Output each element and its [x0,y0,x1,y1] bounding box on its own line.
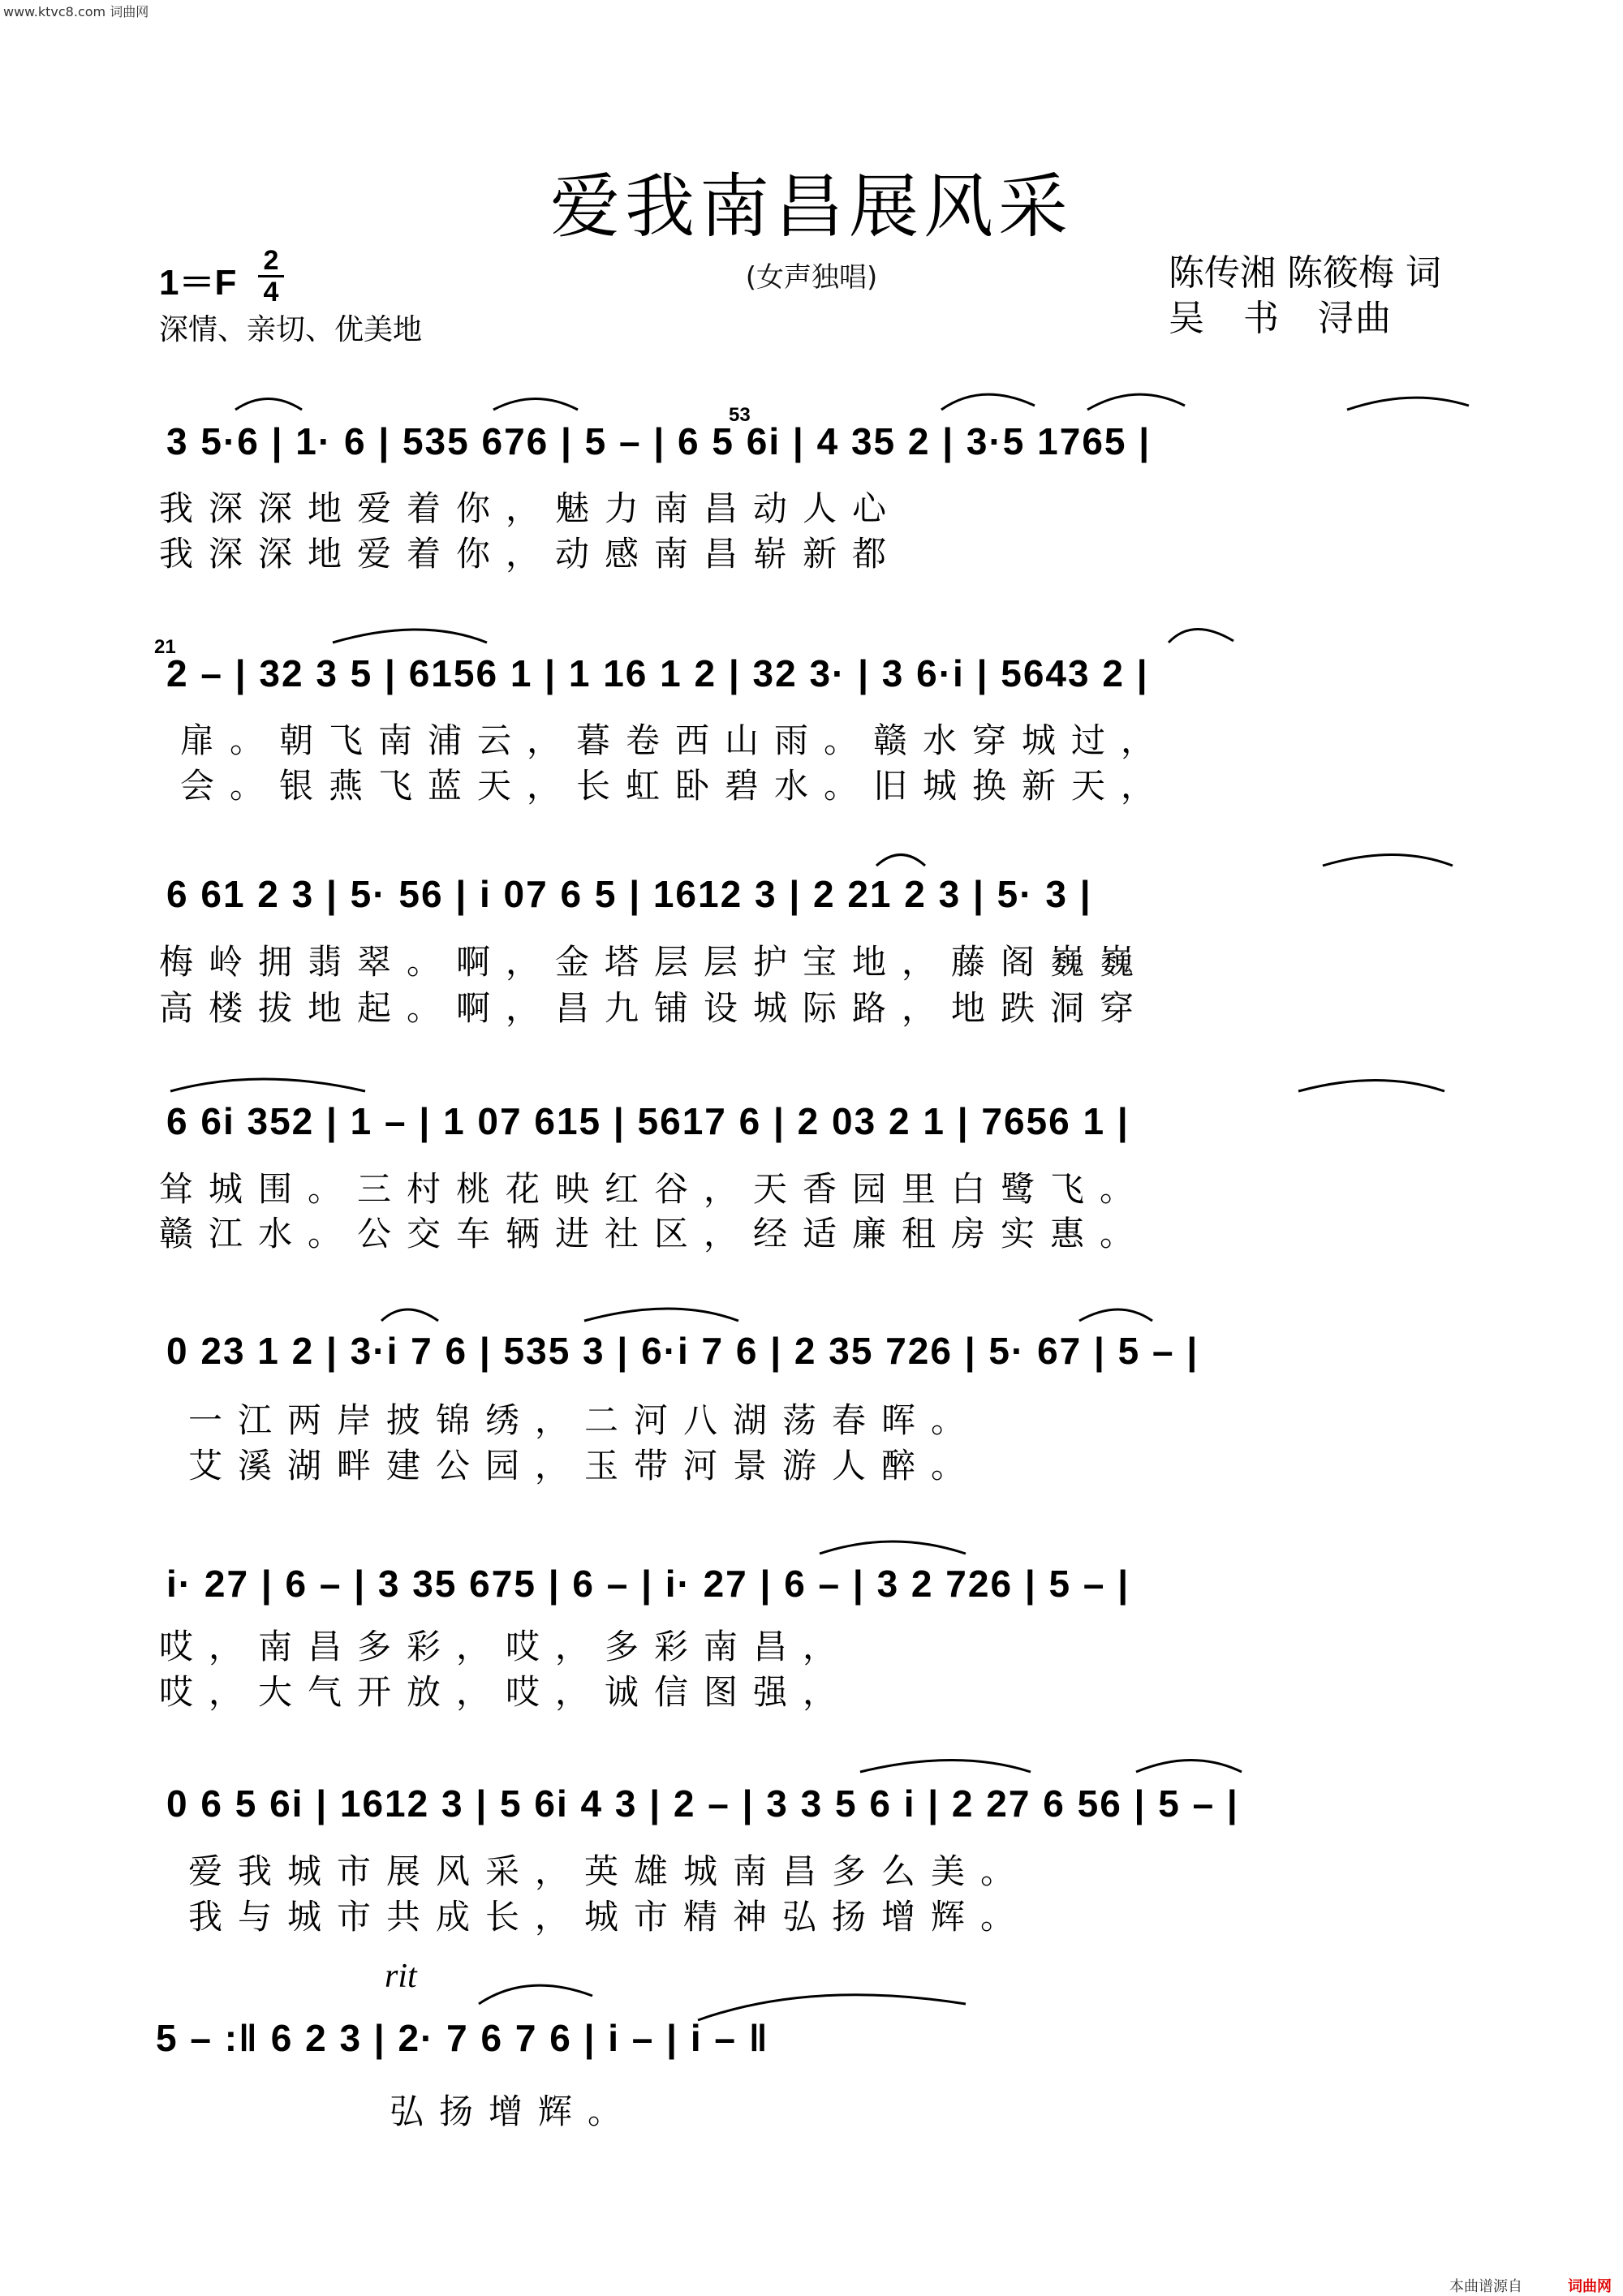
slur [381,1309,438,1321]
slur [1079,1309,1152,1321]
lyric-line-4b: 赣江水。公交车辆进社区，经适廉租房实惠。 [159,1214,1150,1253]
slur [698,1995,966,2020]
lyric-line-6b: 哎，大气开放，哎，诚信图强， [159,1672,853,1712]
slur [941,394,1035,410]
lyric-line-8: 弘扬增辉。 [390,2092,638,2131]
lyric-line-5a: 一江两岸披锦绣，二河八湖荡春晖。 [188,1400,981,1440]
slur [1298,1081,1444,1092]
notation-line-8: 5 – :‖ 6 2 3 | 2· 7 6 7 6 | i – | i – ‖ [156,2017,769,2059]
notation-line-6: i· 27 | 6 – | 3 35 675 | 6 – | i· 27 | 6 – | 3 2 726 | 5 – | [166,1563,1130,1605]
performance-note: (女声独唱) [745,261,878,294]
slur [479,1985,592,2004]
ritardando-mark: rit [385,1958,417,1995]
lyric-line-4a: 耸城围。三村桃花映红谷，天香园里白鹭飞。 [159,1169,1150,1209]
slur [820,1541,966,1554]
lyric-line-5b: 艾溪湖畔建公园，玉带河景游人醉。 [188,1446,981,1486]
slur [1323,855,1453,866]
site-url: www.ktvc8.com 词曲网 [3,4,149,19]
lyric-line-2b: 会。银燕飞蓝天，长虹卧碧水。旧城换新天， [180,766,1171,806]
notation-line-7: 0 6 5 6i | 1612 3 | 5 6i 4 3 | 2 – | 3 3 5 6 i | 2 27 6 56 | 5 – | [166,1782,1239,1825]
watermark-left: 本曲谱源自 [1449,2278,1522,2295]
slur [1136,1761,1242,1773]
key-signature: 1＝F [159,263,237,303]
lyric-line-2a: 扉。朝飞南浦云，暮卷西山雨。赣水穿城过， [180,720,1171,760]
slur [170,1079,365,1091]
lyric-line-1a: 我深深地爱着你，魅力南昌动人心 [159,488,902,528]
lyric-line-1b: 我深深地爱着你，动感南昌崭新都 [159,534,902,574]
notation-line-2: 2 – | 32 3 5 | 6156 1 | 1 16 1 2 | 32 3· | 3 6·i | 5643 2 | [166,652,1149,694]
notation-line-4: 6 6i 352 | 1 – | 1 07 615 | 5617 6 | 2 03 2 1 | 7656 1 | [166,1100,1130,1142]
slur [493,399,578,411]
lyric-line-6a: 哎，南昌多彩，哎，多彩南昌， [159,1627,853,1666]
slur [584,1309,738,1321]
lyric-line-3a: 梅岭拥翡翠。啊，金塔层层护宝地，藤阁巍巍 [159,942,1150,982]
notation-line-3: 6 61 2 3 | 5· 56 | i 07 6 5 | 1612 3 | 2 21 2 3 | 5· 3 | [166,873,1092,915]
overlay-number: 21 [154,636,176,658]
time-signature: 2 4 [258,247,284,305]
slur [333,630,487,643]
slur [1169,629,1233,643]
composer-credit: 吴 书 浔曲 [1169,298,1393,339]
lyric-line-3b: 高楼拔地起。啊，昌九铺设城际路，地跌洞穿 [159,988,1150,1028]
slur [1087,394,1185,410]
slur [1347,398,1469,410]
slur [235,399,302,411]
tempo-marking: 深情、亲切、优美地 [159,313,423,346]
lyric-line-7b: 我与城市共成长，城市精神弘扬增辉。 [188,1897,1031,1937]
notation-line-1: 3 5·6 | 1· 6 | 535 676 | 5 – | 6 5 6i | 4 35 2 | 3·5 1765 | [166,420,1152,462]
slur [876,855,925,866]
overlay-number: 53 [729,404,751,426]
lyric-line-7a: 爱我城市展风采，英雄城南昌多么美。 [188,1851,1031,1891]
lyricist-credit: 陈传湘 陈筱梅 词 [1169,252,1441,294]
song-title: 爱我南昌展风采 [550,166,1073,247]
watermark-right: 词曲网 [1568,2278,1612,2295]
notation-line-5: 0 23 1 2 | 3·i 7 6 | 535 3 | 6·i 7 6 | 2 35 726 | 5· 67 | 5 – | [166,1330,1199,1372]
slur [860,1761,1031,1773]
